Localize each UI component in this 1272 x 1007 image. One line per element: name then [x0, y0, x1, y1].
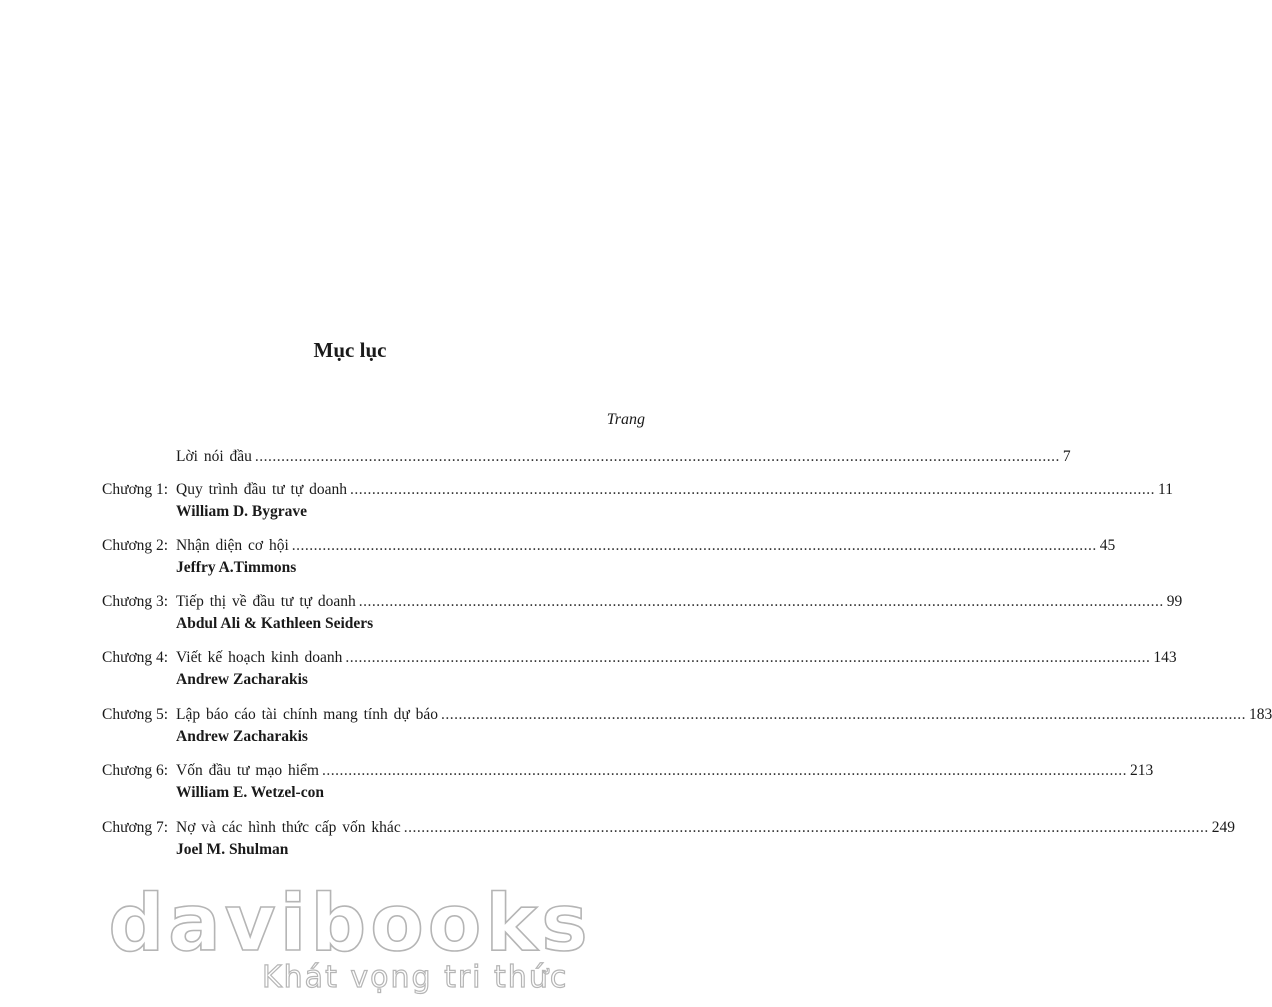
- dot-leader: ........................................................................................................................................................................................: [350, 481, 1156, 498]
- chapter-author: William E. Wetzel-con: [176, 784, 324, 801]
- dot-leader: ........................................................................................................................................................................................: [345, 649, 1151, 666]
- toc-entry-chapter-3: [0, 591, 1183, 613]
- toc-entry-chapter-1: [0, 479, 1173, 501]
- entry-title: Quy trình đầu tư tự doanh: [176, 481, 348, 498]
- dot-leader: ........................................................................................................................................................................................: [441, 706, 1246, 723]
- dot-leader: ........................................................................................................................................................................................: [321, 762, 1127, 779]
- page-number: 11: [1158, 481, 1173, 498]
- entry-title: Lập báo cáo tài chính mang tính dự báo: [176, 706, 438, 723]
- toc-entry-chapter-7: [0, 817, 1235, 839]
- entry-title: Nhận diện cơ hội: [176, 537, 289, 554]
- entry-title: Tiếp thị về đầu tư tự doanh: [176, 593, 356, 610]
- dot-leader: ........................................................................................................................................................................................: [291, 537, 1097, 554]
- chapter-author: Jeffry A.Timmons: [176, 559, 297, 576]
- page-number: 143: [1153, 649, 1177, 666]
- chapter-author: Andrew Zacharakis: [176, 728, 308, 745]
- page-column-header: Trang: [606, 411, 645, 428]
- chapter-author: Joel M. Shulman: [176, 841, 289, 858]
- dot-leader: ........................................................................................................................................................................................: [403, 819, 1209, 836]
- dot-leader: ........................................................................................................................................................................................: [254, 448, 1060, 465]
- entry-title: Nợ và các hình thức cấp vốn khác: [176, 819, 401, 836]
- toc-entry-chapter-4: [0, 647, 1177, 669]
- toc-entry-chapter-2: [0, 535, 1116, 557]
- chapter-prefix: Chương 6:: [102, 762, 169, 779]
- entry-title: Vốn đầu tư mạo hiểm: [176, 762, 319, 779]
- toc-entry-chapter-5: [0, 704, 1272, 726]
- watermark-brand: davibooks: [108, 879, 592, 969]
- page-number: 213: [1129, 762, 1154, 779]
- entry-title: Lời nói đầu: [176, 448, 252, 465]
- page-number: 45: [1099, 537, 1116, 554]
- chapter-prefix: Chương 1:: [102, 481, 169, 498]
- toc-entry-preface: [0, 446, 1071, 468]
- dot-leader: ........................................................................................................................................................................................: [358, 593, 1164, 610]
- page-title: Mục lục: [313, 338, 387, 362]
- chapter-prefix: Chương 4:: [102, 649, 169, 666]
- entry-title: Viết kế hoạch kinh doanh: [176, 649, 343, 666]
- page-number: 99: [1166, 593, 1183, 610]
- chapter-prefix: Chương 5:: [102, 706, 169, 723]
- page-number: 183: [1249, 706, 1272, 723]
- chapter-author: Abdul Ali & Kathleen Seiders: [176, 615, 374, 632]
- chapter-prefix: Chương 2:: [102, 537, 169, 554]
- chapter-prefix: Chương 3:: [102, 593, 169, 610]
- chapter-author: Andrew Zacharakis: [176, 671, 308, 688]
- chapter-prefix: Chương 7:: [102, 819, 169, 836]
- page-number: 249: [1211, 819, 1235, 836]
- chapter-author: William D. Bygrave: [176, 503, 308, 520]
- watermark-tagline: Khát vọng tri thức: [262, 960, 569, 995]
- toc-entry-chapter-6: [0, 760, 1154, 782]
- page-number: 7: [1062, 448, 1071, 465]
